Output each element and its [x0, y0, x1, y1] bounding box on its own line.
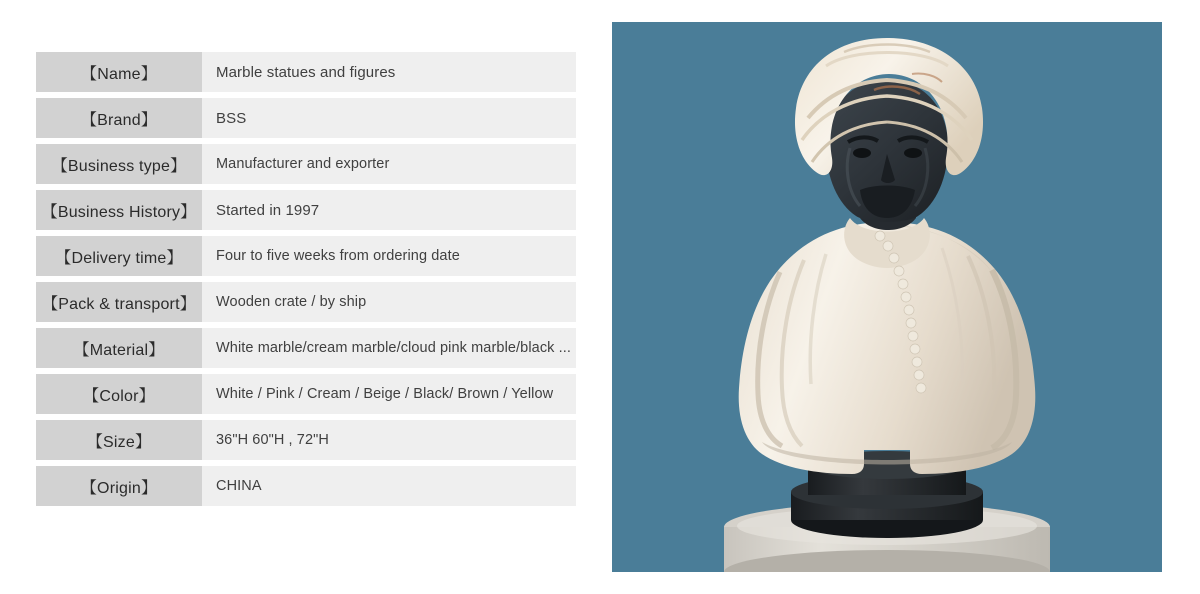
- spec-label: 【Size】: [36, 420, 202, 460]
- table-row: [36, 328, 576, 368]
- head: [826, 80, 948, 222]
- spec-label: 【Pack & transport】: [36, 282, 202, 322]
- bust-sculpture-illustration: [612, 22, 1162, 572]
- spec-label: 【Business History】: [36, 190, 202, 230]
- spec-label: 【Brand】: [36, 98, 202, 138]
- spec-value: Wooden crate / by ship: [202, 282, 576, 322]
- table-row: [36, 144, 576, 184]
- spec-label: 【Delivery time】: [36, 236, 202, 276]
- spec-value: Marble statues and figures: [202, 52, 576, 92]
- spec-label: 【Material】: [36, 328, 202, 368]
- spec-value: Started in 1997: [202, 190, 576, 230]
- spec-value: BSS: [202, 98, 576, 138]
- product-photo: [612, 22, 1162, 572]
- table-row: [36, 374, 576, 414]
- spec-label: 【Color】: [36, 374, 202, 414]
- table-row: [36, 52, 576, 92]
- spec-table-body: [36, 52, 576, 506]
- table-row: [36, 282, 576, 322]
- spec-value: Manufacturer and exporter: [202, 144, 576, 184]
- spec-value: White / Pink / Cream / Beige / Black/ Brown / Yellow: [202, 374, 576, 414]
- table-row: [36, 98, 576, 138]
- spec-value: White marble/cream marble/cloud pink marble/black ...: [202, 328, 576, 368]
- product-spec-table: [36, 46, 576, 512]
- spec-value: Four to five weeks from ordering date: [202, 236, 576, 276]
- spec-label: 【Origin】: [36, 466, 202, 506]
- table-row: [36, 190, 576, 230]
- table-row: [36, 236, 576, 276]
- table-row: [36, 466, 576, 506]
- spec-label: 【Name】: [36, 52, 202, 92]
- spec-value: 36"H 60"H , 72"H: [202, 420, 576, 460]
- table-row: [36, 420, 576, 460]
- spec-label: 【Business type】: [36, 144, 202, 184]
- spec-value: CHINA: [202, 466, 576, 506]
